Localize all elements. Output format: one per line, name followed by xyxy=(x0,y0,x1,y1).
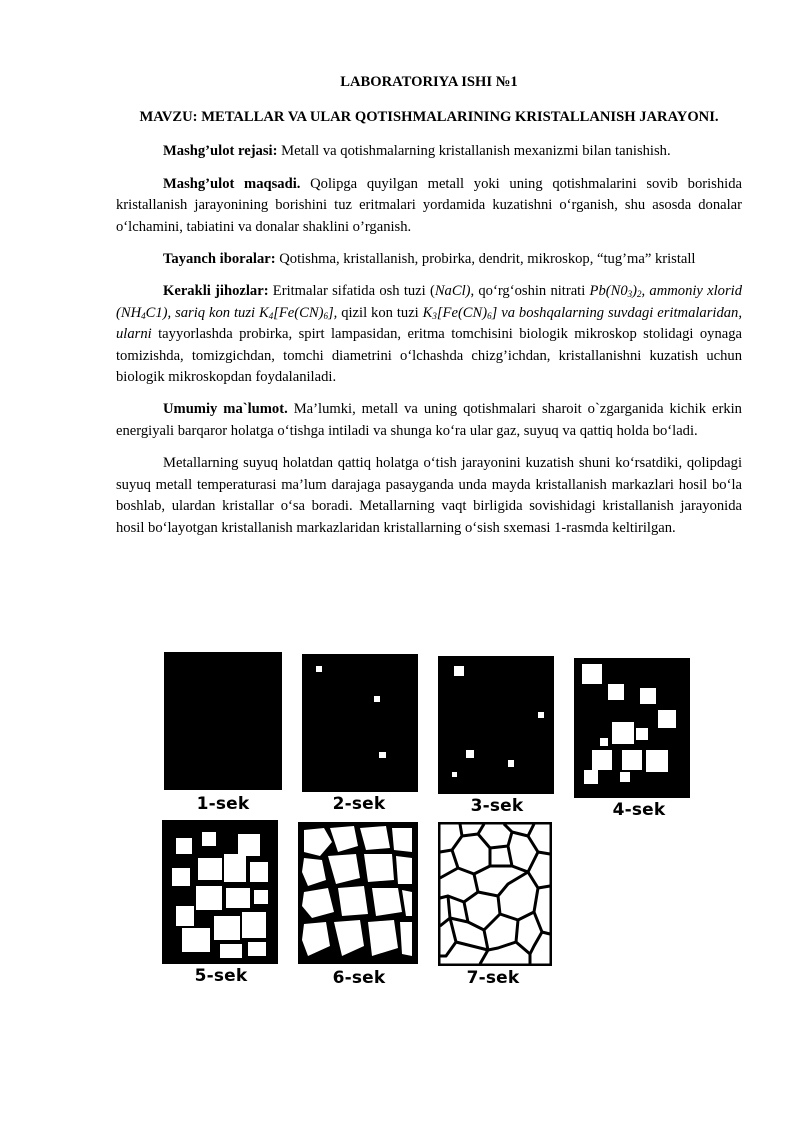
frame-7-caption: 7-sek xyxy=(466,968,520,988)
frame-5-caption: 5-sek xyxy=(194,966,248,986)
formula-sub: 4 xyxy=(268,310,274,321)
formula-sub: 3 xyxy=(432,310,437,321)
goal-text: Qolipga quyilgan metall yoki uning qotishmalarini sovib borishida kristallanish jarayonining borishini tuz eritmalari yordamida kuzatishni o‘rganish, shu asosda donalar o‘lchamini, tabiatini va donalar shaklini o’rganish. xyxy=(116,175,742,235)
formula-part: , ammoniy xlorid (NH xyxy=(116,283,742,321)
frame-7-image xyxy=(438,822,552,966)
formula-sub: 3 xyxy=(627,289,633,300)
equipment-text-4: tayyorlashda probirka, spirt lampasidan, eritma tomchisini biologik mikroskop stolidagi oynaga tomizishda, tomizgichdan, tomchi diametrini o‘lchashda chizg’ichdan, kristallanishni kuzatish uchun biologik mikroskopdan foydalaniladi. xyxy=(116,326,742,386)
goal-paragraph xyxy=(116,174,742,238)
frame-5-image xyxy=(162,820,278,964)
frame-6-caption: 6-sek xyxy=(332,968,386,988)
formula-sub: 6 xyxy=(323,310,328,321)
frame-3-image xyxy=(438,656,554,794)
frame-1-image xyxy=(164,652,282,790)
general-label: Umumiy ma`lumot. xyxy=(163,401,288,418)
formula-part: C1), sariq kon tuzi K xyxy=(145,304,269,321)
lab-subject: MAVZU: METALLAR VA ULAR QOTISHMALARINING KRISTALLANISH JARAYONI. xyxy=(139,109,719,126)
keywords-paragraph xyxy=(116,249,742,270)
lab-title: LABORATORIYA ISHI №1 xyxy=(340,74,518,90)
formula-part: ] va boshqalarning suvdagi eritmalaridan, ularni xyxy=(116,304,742,343)
formula-sub: 4 xyxy=(141,310,146,321)
frame-3-caption: 3-sek xyxy=(470,796,524,816)
plan-label: Mashg’ulot rejasi: xyxy=(163,143,278,160)
goal-label: Mashg’ulot maqsadi. xyxy=(163,175,301,192)
equipment-text-3: qizil kon tuzi xyxy=(341,304,423,321)
formula-part: Pb(N0 xyxy=(589,283,628,300)
frame-2-caption: 2-sek xyxy=(332,794,386,814)
formula-part: ) xyxy=(632,283,638,300)
formula-part: K xyxy=(422,304,433,321)
equipment-text-2: , qo‘rg‘oshin nitrati xyxy=(470,283,590,300)
equipment-paragraph xyxy=(116,281,742,388)
plan-paragraph xyxy=(116,141,742,162)
document-page xyxy=(116,72,742,550)
formula-nacl: NaCl) xyxy=(434,283,471,300)
equipment-text-1: Eritmalar sifatida osh tuzi ( xyxy=(268,283,435,300)
formula-part: [Fe(CN) xyxy=(273,304,324,321)
general-paragraph xyxy=(116,399,742,442)
formula-part: [Fe(CN) xyxy=(436,304,488,321)
frame-1-caption: 1-sek xyxy=(196,794,250,814)
keywords-text: Qotishma, kristallanish, probirka, dendrit, mikroskop, “tug’ma” kristall xyxy=(275,251,696,268)
crystallization-paragraph: Metallarning suyuq holatdan qattiq holatga o‘tish jarayonini kuzatish shuni ko‘rsatdiki, qolipdagi suyuq metall temperaturasi ma’lum darajaga pasayganda unda mayda kristallanish markazlari hosil bo‘la boshlab, ulardan kristallar o‘sa boradi. Metallarning vaqt birligida sovishidagi kristallanish jarayonida hosil bo‘layotgan kristallanish markazlaridan kristallarning o‘sish sxemasi 1-rasmda keltirilgan. xyxy=(116,455,742,536)
formula-part: ], xyxy=(327,304,342,321)
plan-text: Metall va qotishmalarning kristallanish mexanizmi bilan tanishish. xyxy=(277,143,671,160)
formula-sub: 2 xyxy=(637,289,642,300)
keywords-label: Tayanch iboralar: xyxy=(163,251,276,268)
frame-4-image xyxy=(574,658,690,798)
crystallization-figure xyxy=(160,652,700,992)
formula-sub: 6 xyxy=(487,310,492,321)
equipment-label: Kerakli jihozlar: xyxy=(163,283,269,300)
general-text: Ma’lumki, metall va uning qotishmalari sharoit o`zgarganida kichik erkin energiyali barqaror holatga o‘tishga intiladi va shunga ko‘ra ular gaz, suyuq va qattiq holda bo‘ladi. xyxy=(116,401,742,439)
frame-2-image xyxy=(302,654,418,792)
frame-4-caption: 4-sek xyxy=(612,800,666,820)
frame-6-image xyxy=(298,822,418,964)
